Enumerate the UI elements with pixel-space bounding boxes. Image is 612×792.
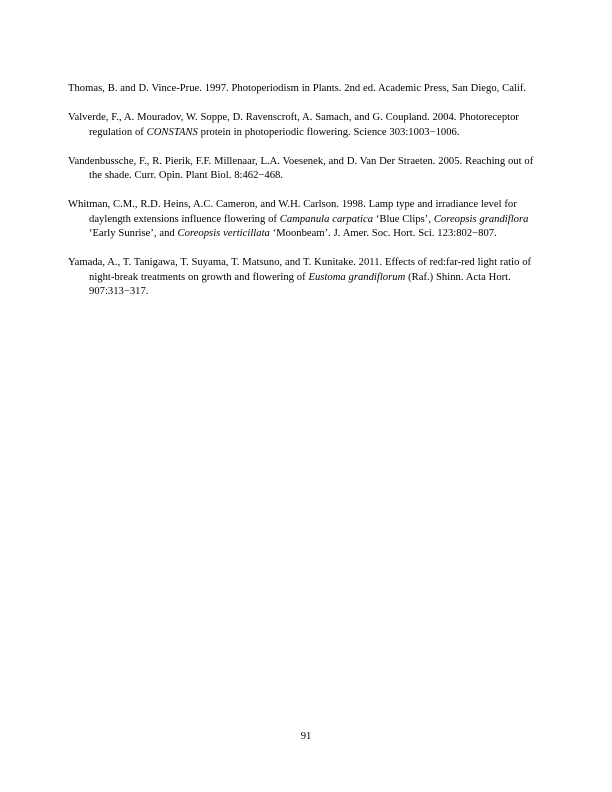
reference-italic-term: Coreopsis verticillata: [177, 228, 270, 240]
reference-text: protein in photoperiodic flowering. Science 303:1003−1006.: [197, 126, 460, 138]
reference-entry: [68, 155, 544, 184]
reference-italic-term: CONSTANS: [146, 126, 198, 138]
reference-entry: [68, 256, 544, 300]
reference-text: (Raf.) Shinn. Acta Hort. 907:313−317.: [89, 271, 511, 298]
reference-entry: [68, 82, 544, 97]
reference-list: [68, 82, 544, 300]
reference-text: Vandenbussche, F., R. Pierik, F.F. Millenaar, L.A. Voesenek, and D. Van Der Straeten. 2005. Reaching out of the shade. Curr. Opin. Plant Biol. 8:462−468.: [68, 155, 534, 182]
reference-text: ‘Blue Clips’,: [373, 213, 434, 225]
reference-italic-term: Campanula carpatica: [279, 213, 374, 225]
reference-italic-term: Eustoma grandiflorum: [308, 271, 406, 283]
reference-entry: [68, 198, 544, 242]
reference-text: Yamada, A., T. Tanigawa, T. Suyama, T. Matsuno, and T. Kunitake. 2011. Effects of red:far-red light ratio of night-break treatments on growth and flowering of: [68, 257, 532, 283]
reference-text: Valverde, F., A. Mouradov, W. Soppe, D. Ravenscroft, A. Samach, and G. Coupland. 2004. Photoreceptor regulation of: [68, 112, 519, 138]
reference-entry: [68, 111, 544, 140]
reference-text: Thomas, B. and D. Vince-Prue. 1997. Photoperiodism in Plants. 2nd ed. Academic Press, San Diego, Calif.: [68, 83, 527, 94]
reference-text: ‘Moonbeam’. J. Amer. Soc. Hort. Sci. 123:802−807.: [269, 228, 497, 240]
reference-italic-term: Coreopsis grandiflora: [433, 213, 529, 225]
reference-text: ‘Early Sunrise’, and: [89, 228, 178, 240]
reference-text: Whitman, C.M., R.D. Heins, A.C. Cameron, and W.H. Carlson. 1998. Lamp type and irradiance level for daylength extensions influence flowering of: [68, 199, 517, 225]
page-number: 91: [300, 731, 312, 742]
